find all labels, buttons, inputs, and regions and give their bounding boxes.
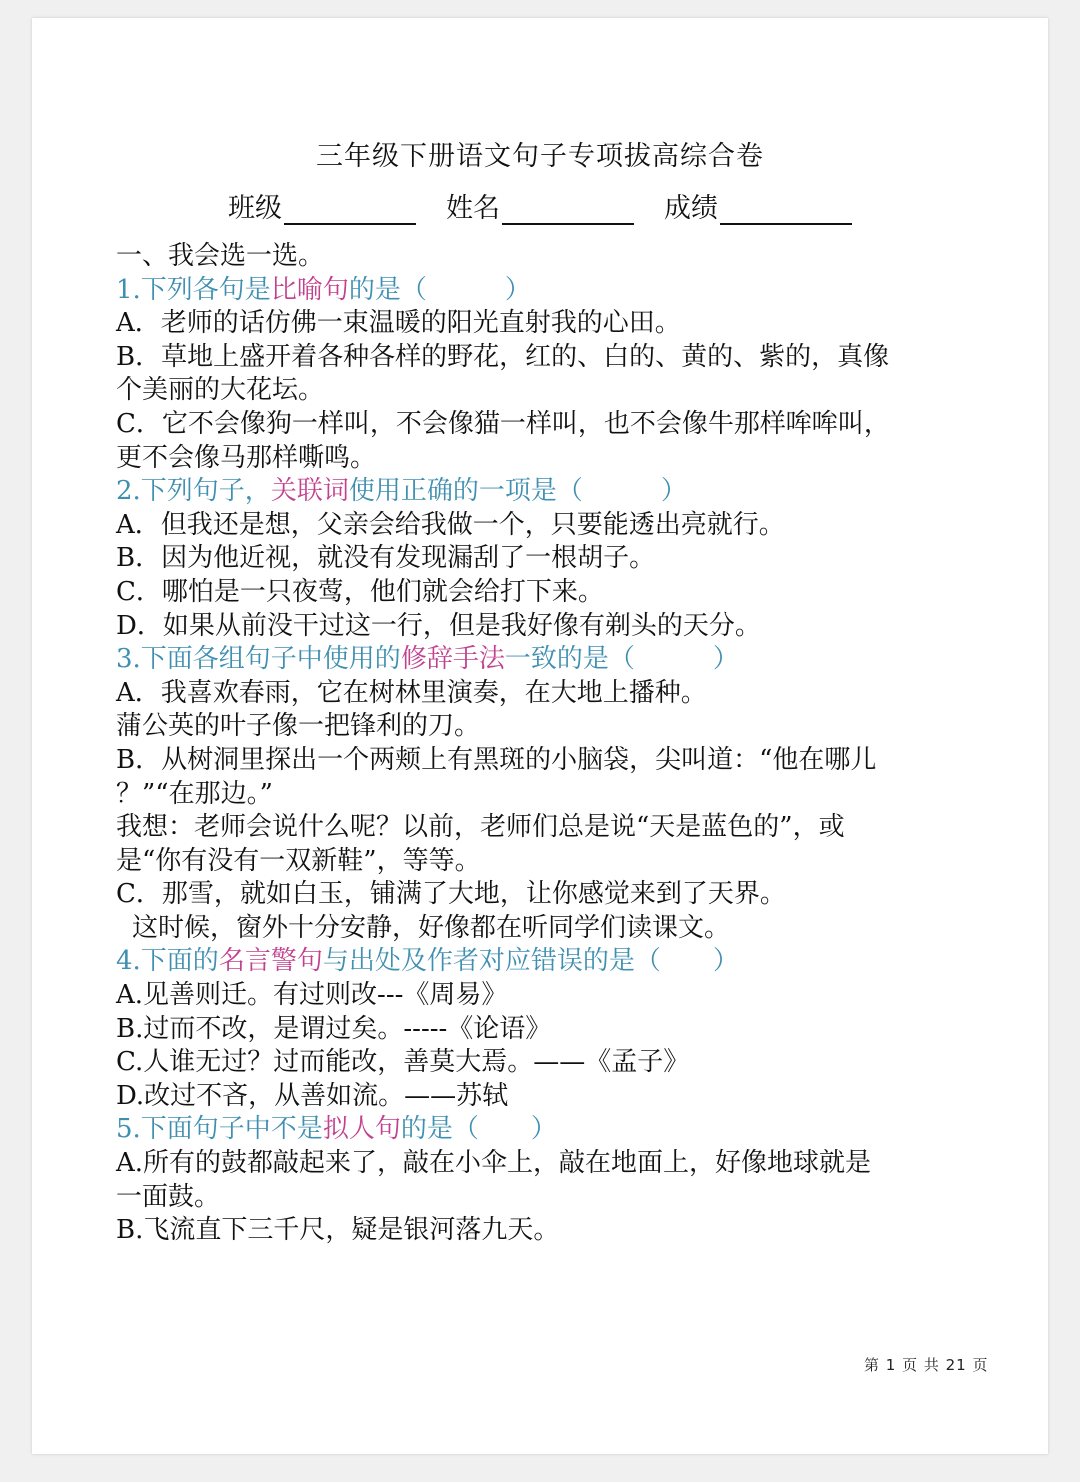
question-2-suffix: 使用正确的一项是（ ） <box>348 476 687 507</box>
score-field <box>664 186 852 225</box>
question-3-option-b-cont-2: 我想：老师会说什么呢？以前，老师们总是说“天是蓝色的”，或 <box>116 812 845 843</box>
question-4-option-b: B.过而不改，是谓过矣。-----《论语》 <box>116 1013 552 1044</box>
question-3-keyword: 修辞手法 <box>400 644 505 675</box>
question-3-option-a-cont: 蒲公英的叶子像一把锋利的刀。 <box>116 711 481 742</box>
question-1-suffix: 的是（ ） <box>348 274 531 305</box>
question-3-prefix: 3.下面各组句子中使用的 <box>116 644 401 675</box>
score-blank <box>720 195 852 225</box>
question-5-option-a-cont: 一面鼓。 <box>116 1181 221 1212</box>
question-5-keyword: 拟人句 <box>322 1114 401 1145</box>
question-5-suffix: 的是（ ） <box>400 1114 557 1145</box>
question-2-option-c: C．哪怕是一只夜莺，他们就会给打下来。 <box>116 576 604 607</box>
class-blank <box>284 195 416 225</box>
question-3-option-b: B．从树洞里探出一个两颊上有黑斑的小脑袋，尖叫道：“他在哪儿 <box>116 744 877 775</box>
section-heading: 一、我会选一选。 <box>116 241 325 271</box>
class-label: 班级 <box>228 193 282 224</box>
question-3 <box>116 643 966 677</box>
exam-content <box>116 240 966 1248</box>
question-2-prefix: 2.下列句子， <box>116 476 271 507</box>
name-label: 姓名 <box>446 193 500 224</box>
question-4-option-a: A.见善则迁。有过则改---《周易》 <box>116 980 508 1011</box>
question-5-prefix: 5.下面句子中不是 <box>116 1114 323 1145</box>
question-1-option-c: C．它不会像狗一样叫，不会像猫一样叫，也不会像牛那样哞哞叫， <box>116 408 890 439</box>
question-5-option-a: A.所有的鼓都敲起来了，敲在小伞上，敲在地面上，好像地球就是 <box>116 1148 872 1179</box>
question-3-option-c: C．那雪，就如白玉，铺满了大地，让你感觉来到了天界。 <box>116 879 786 910</box>
question-5 <box>116 1113 966 1147</box>
question-2-option-b: B．因为他近视，就没有发现漏刮了一根胡子。 <box>116 543 656 574</box>
question-1-option-c-cont: 更不会像马那样嘶鸣。 <box>116 442 377 473</box>
question-4-suffix: 与出处及作者对应错误的是（ ） <box>322 946 739 977</box>
question-3-option-c-cont: 这时候，窗外十分安静，好像都在听同学们读课文。 <box>132 912 731 943</box>
page-number: 第 1 页 共 21 页 <box>864 1356 989 1374</box>
question-3-option-b-cont-1: ？”“在那边。” <box>116 778 273 809</box>
score-label: 成绩 <box>664 193 718 224</box>
question-4-keyword: 名言警句 <box>218 946 323 977</box>
question-2-option-a: A．但我还是想，父亲会给我做一个，只要能透出亮就行。 <box>116 509 785 540</box>
question-4 <box>116 945 966 979</box>
question-3-option-a: A．我喜欢春雨，它在树林里演奏，在大地上播种。 <box>116 677 707 708</box>
page-title: 三年级下册语文句子专项拔高综合卷 <box>316 141 764 172</box>
question-3-suffix: 一致的是（ ） <box>504 644 739 675</box>
question-4-option-d: D.改过不吝，从善如流。——苏轼 <box>116 1080 509 1111</box>
question-4-prefix: 4.下面的 <box>116 946 219 977</box>
question-1-option-b: B．草地上盛开着各种各样的野花，红的、白的、黄的、紫的，真像 <box>116 341 890 372</box>
question-2-option-d: D．如果从前没干过这一行，但是我好像有剃头的天分。 <box>116 610 761 641</box>
name-blank <box>502 195 634 225</box>
question-1-option-b-cont: 个美丽的大花坛。 <box>116 375 325 406</box>
question-2-keyword: 关联词 <box>270 476 349 507</box>
question-1-option-a: A．老师的话仿佛一束温暖的阳光直射我的心田。 <box>116 308 681 339</box>
question-4-option-c: C.人谁无过？过而能改，善莫大焉。——《孟子》 <box>116 1047 690 1078</box>
class-field <box>228 186 416 225</box>
question-1-keyword: 比喻句 <box>270 274 349 305</box>
question-5-option-b: B.飞流直下三千尺，疑是银河落九天。 <box>116 1215 560 1246</box>
question-1 <box>116 274 966 308</box>
name-field <box>446 186 634 225</box>
question-1-prefix: 1.下列各句是 <box>116 274 271 305</box>
question-2 <box>116 475 966 509</box>
question-3-option-b-cont-3: 是“你有没有一双新鞋”，等等。 <box>116 845 481 876</box>
student-info-row <box>0 186 1080 225</box>
